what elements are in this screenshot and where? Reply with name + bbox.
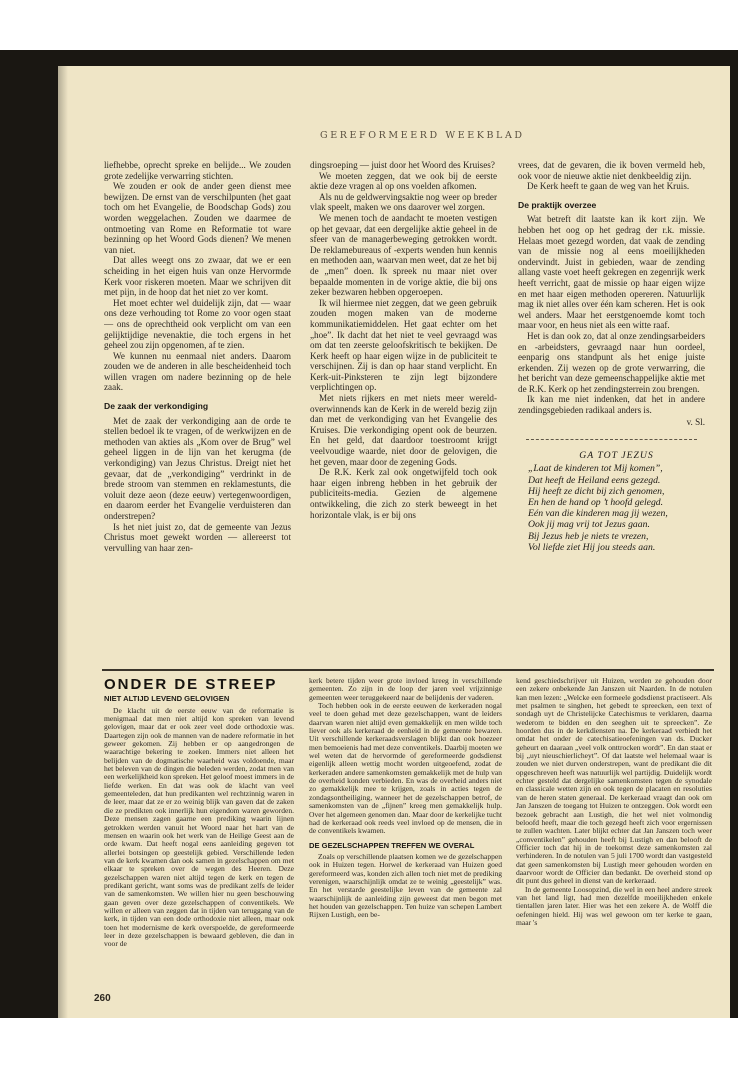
paragraph: We zouden er ook de ander geen dienst mee bewijzen. De ernst van de verschilpunten (het gaat toch om het Evangelie, de Boodschap Gods) zou worden weggelachen. Zouden we daarmee de ontmoeting van Rome en Reformatie tot ware bezinning op het Woord Gods dienen? We menen van niet.	[104, 181, 291, 255]
paragraph: Het is dan ook zo, dat al onze zendingsarbeiders en -arbeidsters, gevraagd naar hun oordeel, eenparig ons standpunt als het enige juiste erkenden. Zij wezen op de grote verwarring, die het bericht van deze gemeenschappelijke aktie met de R.K. Kerk op het zendingsterrein zou brengen.	[518, 330, 705, 394]
paragraph: Ik kan me niet indenken, dat het in andere zendingsgebieden radikaal anders is.	[518, 394, 705, 416]
paragraph: Met niets rijkers en met niets meer wereld-overwinnends kan de Kerk in de wereld bezig zijn dan met de verkondiging van het Evangelie des Kruises. Die verkondiging opent ook de beurzen. En het geld, dat daardoor toestroomt krijgt veelvoudige waarde, niet door de gelovigen, die het geven, maar door de zegening Gods.	[310, 393, 497, 467]
paragraph: vrees, dat de gevaren, die ik boven vermeld heb, ook voor de nieuwe aktie niet denkbeeldig zijn.	[518, 160, 705, 181]
article-column-2	[310, 160, 497, 665]
section-title: ONDER DE STREEP	[104, 677, 278, 693]
paragraph: Als nu de geldwervingsaktie nog weer op breder vlak speelt, maken we ons daarover wel zorgen.	[310, 191, 497, 213]
paragraph: De R.K. Kerk zal ook ongetwijfeld toch ook haar eigen inbreng hebben in het gebruik der publiciteits-media. Gezien de algemene ontwikkeling, die zich zo sterk beweegt in het horizontale vlak, is er bij ons	[310, 467, 497, 520]
paragraph: Zoals op verschillende plaatsen komen we de gezelschappen ook in Huizen tegen. Horwel de kerkeraad van Huizen goed gereformeerd was, konden zich allen toch niet met de prediking verenigen, waarschijnlijk omdat ze te weinig „geestelijk” was. En het verstarde geestelijke leven van de gemeente zal waarschijnlijk de aanleiding zijn geweest dat men begon met het houden van gezelschappen. Ten huize van schepen Lambert Rijxen Lustigh, een be-	[309, 851, 502, 920]
article-column-1	[104, 160, 291, 665]
section-subheading-1: NIET ALTIJD LEVEND GELOVIGEN	[104, 694, 230, 704]
paragraph: De klacht uit de eerste eeuw van de reformatie is menigmaal dat men niet altijd kon spreken van levend gelovigen, maar dat er ook zeer veel dode orthodoxie was. Daartegen zijn ook de mannen van de nadere reformatie in het geweer gekomen. Zij hebben er op aangedrongen de waarachtige bekering te zoeken. Immers niet alleen het belijden van de dogmatische waarheid was voldoende, maar het beleven van de dingen die beleden werden, zodat men van een werkelijkheid kon spreken. Het geloof moest immers in de liefde werken. En dat was ook de klacht van veel gemeenteleden, dat hun predikanten wel rechtzinnig waren in de leer, maar dat ze er zo weinig blijk van gaven dat de zaken die ze predikten ook innerlijk hun eigendom waren geworden. Deze mensen zagen gaarne een prediking waarin lijnen getrokken werden vanuit het Woord naar het hart van de mensen en waarin ook het werk van de Heilige Geest aan de orde kwam. Dat heeft nogal eens aanleiding gegeven tot allerlei botsingen op geestelijk gebied. Verschillende leden van de kerk kwamen dan ook samen in gezelschappen om met elkaar te spreken over de wegen des Heeren. Deze gezelschappen waren niet altijd tegen de kerk en tegen de predikant gericht, want soms was de predikant zelfs de leider van de samenkomsten. We willen hier nu geen beschouwing gaan geven over deze gezelschappen of conventikels. We willen er alleen van zeggen dat in tijden van teruggang van de kerk, in tijden van een dode orthodoxie niet alleen, maar ook toen het modernisme de kerk overspoelde, de gereformeerde leer in deze gezelschappen is bewaard gebleven, die dan in voor de	[104, 705, 294, 949]
section-divider	[102, 669, 714, 671]
paragraph: Dat alles weegt ons zo zwaar, dat we er een scheiding in het eigen huis van onze Hervormde Kerk voor riskeren moeten. Maar we schrijven dit met pijn, in de hoop dat het niet zo ver komt.	[104, 255, 291, 298]
poem-line: Ook jij mag vrij tot Jezus gaan.	[528, 519, 650, 531]
poem-title: GA TOT JEZUS	[579, 450, 654, 462]
running-head: GEREFORMEERD WEEKBLAD	[320, 130, 525, 141]
article-column-3	[518, 160, 705, 665]
section-subheading-2: DE GEZELSCHAPPEN TREFFEN WE OVERAL	[309, 840, 475, 850]
paragraph: kend geschiedschrijver uit Huizen, werden ze gehouden door een zekere onbekende Jan Janszen uit Naarden. In de notulen kan men lezen: „Welcke een formeele godsdienst practiseert. Als met psalmen te singhen, het gebedt te spreecken, een text of sondagh uyt de Christelijcke Catechismus te verklaren, daarna wederom te bidden en den seeghen uit te spreecken”. Ze hoorden dus in de kerkdiensten na. De kerkeraad verbiedt het omdat het onder de catechisatieoefeningen van ds. Ducker geheurt en daaraan „veel volk onttrocken wordt”. En dan staat er bij „uyt nieuschierlicheyt”. Of dat laatste wel helemaal waar is zouden we niet durven onderstrepen, want de predikant die dit opgeschreven heeft was natuurlijk wel partijdig. Duidelijk wordt echter gesteld dat dergelijke samenkomsten tegen de synodale en classicale wetten zijn en ook tegen de placaten en resoluties van de heren staten generaal. De kerkeraad vraagt dan ook om Jan Janszen de toegang tot Huizen te ontzeggen. Ook wordt een bezoek gebracht aan Lustigh, die het wel niet volmondig beloofd heeft, maar die toch gezegd heeft zich voor ergernissen te zullen wachten. Later blijkt echter dat Jan Janszen toch weer „conventikelen” gehouden heeft bij Lustigh en dan belooft de Officier toch dat hij in de toekomst deze samenkomsten zal verhinderen. In de notulen van 5 juli 1700 wordt dan vastgesteld dat geen samenkomsten bij Lustigh meer gehouden worden en daarvoor wordt de Officier dan bedankt. De overheid stond op dit punt dus geheel in dienst van de kerkeraad.	[516, 677, 712, 886]
paragraph: Het moet echter wel duidelijk zijn, dat — waar ons deze verhouding tot Rome zo voor ogen staat — ons de oprechtheid ook verplicht om van een gelijktijdige nevenaktie, die toch ergens in het geheel zou zijn opgenomen, af te zien.	[104, 297, 291, 351]
paragraph: Ik wil hiermee niet zeggen, dat we geen gebruik zouden mogen maken van de moderne kommunikatiemiddelen. Het gaat echter om het „hoe”. Ik dacht dat het niet te veel gevraagd was om dat ten zeerste geloofskritisch te bekijken. De Kerk heeft op haar eigen wijze in de publiciteit te verschijnen. Zij is dan op haar stand verplicht. En Kerk-uit-Pinksteren te zijn legt bijzondere verplichtingen op.	[310, 297, 497, 393]
magazine-page	[58, 66, 730, 1018]
poem-line: Vol liefde ziet Hij jou steeds aan.	[528, 541, 656, 553]
paragraph: kerk betere tijden weer grote invloed kreeg in verschillende gemeenten. Zo zijn in de loop der jaren veel vrijzinnige gemeenten weer teruggekeerd naar de belijdenis der vaderen.	[309, 677, 502, 702]
paragraph: Wat betreft dit laatste kan ik kort zijn. We hebben het oog op het gedrag der r.k. missie. Helaas moet gezegd worden, dat vaak de zending van de missie nog al eens moeilijkheden ondervindt. Juist in gebieden, waar de zending allang vaste voet heeft gekregen en zegenrijk werk heeft verricht, gaat de missie op haar eigen wijze en met haar eigen methoden opereren. Natuurlijk mag ik niet alles over één kam scheren. Het is ook wel anders. Maar het eerstgenoemde komt toch maar voor, en heus niet als een witte raaf.	[518, 214, 705, 331]
section-column-2	[309, 677, 502, 1007]
poem-line: Bij Jezus heb je niets te vrezen,	[528, 530, 649, 542]
poem-line: Eén van die kinderen mag jij wezen,	[528, 508, 668, 520]
poem-line: En hen de hand op ’t hoofd gelegd.	[528, 497, 664, 509]
paragraph: Is het niet juist zo, dat de gemeente van Jezus Christus moet gewekt worden — allereerst tot vervulling van haar zen-	[104, 521, 291, 553]
poem-line: Dat heeft de Heiland eens gezegd.	[528, 474, 661, 486]
paragraph: We menen toch de aandacht te moeten vestigen op het gevaar, dat een dergelijke aktie geheel in de sfeer van de managerbeweging getrokken wordt. De reklamebureaus of -experts wenden hun kennis en methoden aan, waarvan men weet, dat ze het bij de „men” doen. Ik spreek nu maar niet over bepaalde momenten in de vorige aktie, die bij ons zeker bezwaren hebben opgeroepen.	[310, 212, 497, 298]
subheading-verkondiging: De zaak der verkondiging	[104, 401, 209, 412]
paragraph: Met de zaak der verkondiging aan de orde te stellen bedoel ik te vragen, of de werkwijzen en de methoden van akties als „Kom over de Brug” wel geheel liggen in de lijn van het kerugma (de verkondiging) van Jezus Christus. Dreigt niet het gevaar, dat de „verkondiging” verdrinkt in de brede stroom van stemmen en reklamestunts, die voluit deze aeon (deze eeuw) vertegenwoordigen, en daarom eerder het Evangelie verduisteren dan onderstrepen?	[104, 415, 291, 521]
paragraph: liefhebbe, oprecht spreke en belijde... We zouden grote zedelijke verwarring stichten.	[104, 160, 291, 181]
paragraph: Toch hebben ook in de eerste eeuwen de kerkeraden nogal veel te doen gehad met deze gezelschappen, want de leiders daarvan waren niet altijd even gemakkelijk en men wilde toch liever ook als kerkeraad de eenheid in de gemeente bewaren. Uit verschillende kerkeraadsverslagen blijkt dan ook hoezeer men bemoeienis had met deze conventikels. Daarbij moeten we wel weten dat de hervormde of gereformeerde godsdienst eigenlijk alleen wettig mocht worden uitgeoefend, zodat de kerkeraden andere samenkomsten gemakkelijk met de hulp van de overheid konden verbieden. En was de overheid anders niet zo gemakkelijk mee te krijgen, zoals in acties tegen de zondagsontheiliging, wanneer het de gezelschappen betrof, de samenkomsten van de „fijnen” kreeg men gemakkelijk hulp. Over het algemeen genomen dan. Maar door de kerkelijke tucht had de kerkeraad ook reeds veel invloed op de mensen, die in de conventikels kwamen.	[309, 701, 502, 836]
divider	[526, 439, 697, 440]
poem	[528, 450, 705, 553]
paragraph: We moeten zeggen, dat we ook bij de eerste aktie deze vragen al op ons voelden afkomen.	[310, 170, 497, 192]
section-column-1	[104, 677, 294, 1007]
paragraph: In de gemeente Loosopzind, die wel in een heel andere streek van het land ligt, had men dezelfde moeilijkheden enkele tientallen jaren later. Hier was het een zekere A. de Wolff die oefeningen hield. Hij was wel gewoon om ter kerke te gaan, maar 's	[516, 884, 712, 927]
paragraph: dingsroeping — juist door het Woord des Kruises?	[310, 160, 495, 170]
poem-line: „Laat de kinderen tot Mij komen”,	[528, 463, 663, 475]
poem-line: Hij heeft ze dicht bij zich genomen,	[528, 485, 665, 497]
page-number: 260	[94, 993, 111, 1004]
signature: v. Sl.	[686, 416, 705, 427]
paragraph: We kunnen nu eenmaal niet anders. Daarom zouden we de anderen in alle bescheidenheid toch willen vragen om nadere bezinning op de hele zaak.	[104, 350, 291, 393]
paragraph: De Kerk heeft te gaan de weg van het Kruis.	[527, 181, 690, 192]
subheading-praktijk-overzee: De praktijk overzee	[518, 199, 597, 210]
section-column-3	[516, 677, 712, 1007]
